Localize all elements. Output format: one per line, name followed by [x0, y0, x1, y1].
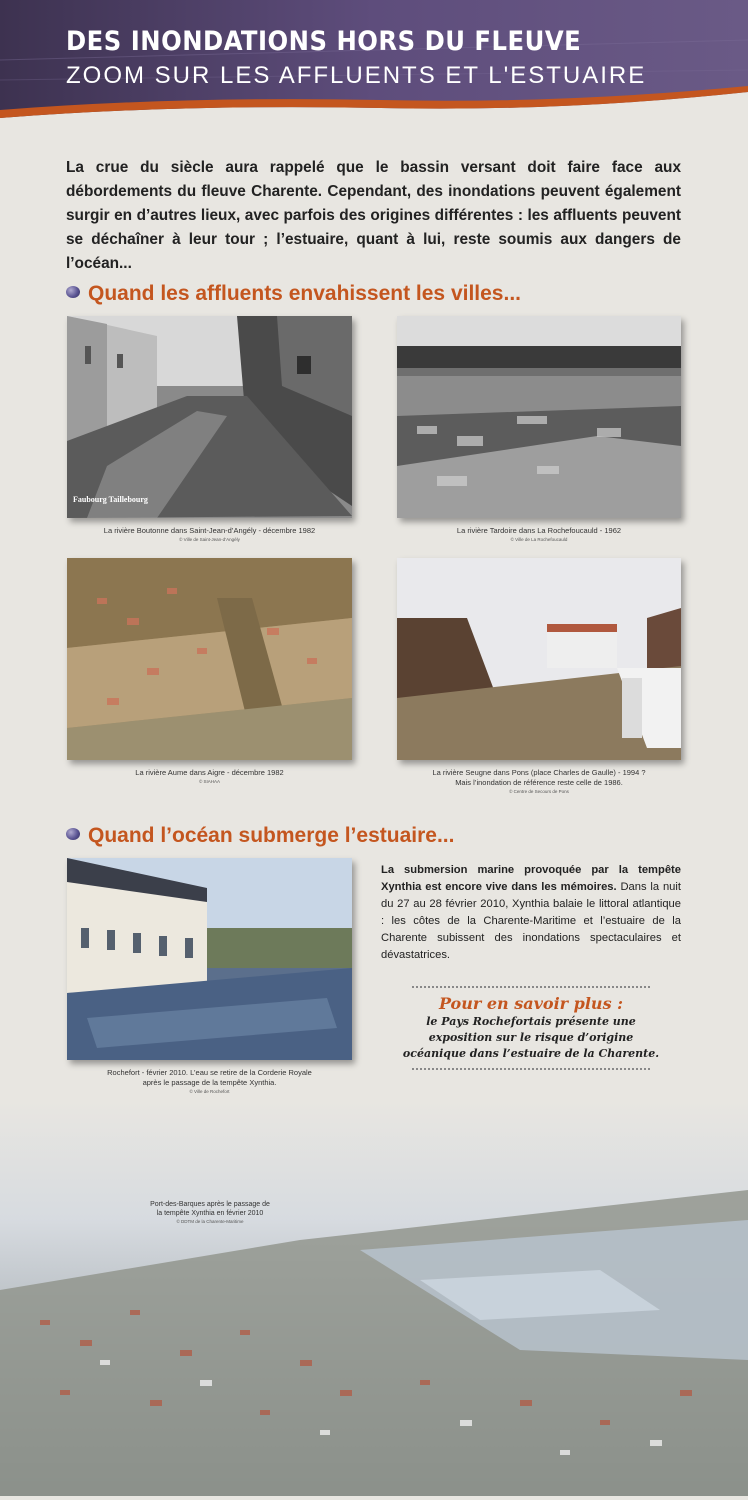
caption-corderie: [67, 1068, 352, 1095]
credit-text: © DDTM de la Charente-Maritime: [176, 1219, 244, 1224]
section-title-text: Quand l’océan submerge l’estuaire...: [88, 824, 455, 847]
photo-corderie: [67, 858, 352, 1060]
section-title-affluents: [66, 282, 521, 306]
caption-text: La rivière Seugne dans Pons (place Charles de Gaulle) - 1994 ?: [432, 768, 646, 777]
bullet-icon: [66, 286, 80, 298]
caption-port-des-barques: [150, 1200, 270, 1225]
learn-more-body: le Pays Rochefortais présente une exposition sur le risque d’origine océanique dans l’estuaire de la Charente.: [402, 1015, 660, 1060]
caption-text: Rochefort - février 2010. L’eau se retire de la Corderie Royale: [107, 1068, 312, 1077]
intro-paragraph: La crue du siècle aura rappelé que le bassin versant doit faire face aux débordements du fleuve Charente. Cependant, des inondations peuvent également surgir en d’autres lieux, avec parfois des origines différentes : les affluents peuvent se déchaîner à leur tour ; l’estuaire, quant à lui, reste soumis aux dangers de l’océan...: [66, 159, 681, 272]
caption-tardoire: [397, 526, 681, 543]
credit-text: © Ville de Rochefort: [189, 1089, 230, 1094]
section-title-text: Quand les affluents envahissent les villes...: [88, 282, 521, 305]
divider-bottom: [412, 1068, 650, 1070]
page-title: DES INONDATIONS HORS DU FLEUVE: [66, 26, 582, 57]
bullet-icon: [66, 828, 80, 840]
learn-more-box: [400, 994, 662, 1062]
caption-text-2: après le passage de la tempête Xynthia.: [142, 1078, 277, 1087]
banner-background: [0, 0, 748, 118]
caption-text: Port-des-Barques après le passage de: [150, 1201, 270, 1208]
caption-boutonne: [67, 526, 352, 543]
section-title-estuaire: [66, 824, 454, 848]
page-subtitle: ZOOM SUR LES AFFLUENTS ET L'ESTUAIRE: [66, 62, 647, 89]
caption-text: La rivière Boutonne dans Saint-Jean-d’Angély - décembre 1982: [103, 526, 316, 535]
photo-label: Faubourg Taillebourg: [73, 495, 148, 504]
caption-seugne: [397, 768, 681, 795]
divider-top: [412, 986, 650, 988]
learn-more-title: Pour en savoir plus :: [438, 994, 624, 1013]
aerial-photo-port-des-barques: [0, 1100, 748, 1496]
caption-text: La rivière Tardoire dans La Rochefoucauld - 1962: [456, 526, 622, 535]
header-banner: [0, 0, 748, 118]
xynthia-paragraph: [381, 862, 681, 964]
credit-text: © Ville de La Rochefoucauld: [510, 537, 568, 542]
photo-tardoire: [397, 316, 681, 518]
credit-text: © SIAHAA: [198, 779, 221, 784]
credit-text: © Ville de Saint-Jean-d’Angély: [179, 537, 240, 542]
photo-boutonne: [67, 316, 352, 518]
credit-text: © Centre de Secours de Pons: [509, 789, 569, 794]
caption-text-2: Mais l’inondation de référence reste celle de 1986.: [455, 778, 623, 787]
xynthia-paragraph-bold: La submersion marine provoquée par la tempête Xynthia est encore vive dans les mémoires.: [381, 864, 681, 893]
caption-text: La rivière Aume dans Aigre - décembre 1982: [135, 768, 284, 777]
caption-aume: [67, 768, 352, 785]
xynthia-paragraph-rest: Dans la nuit du 27 au 28 février 2010, Xynthia balaie le littoral atlantique : les côtes de la Charente-Maritime et l’estuaire de la Charente subissent des inondations spectaculaires et dévastatrices.: [381, 881, 681, 961]
caption-text-2: la tempête Xynthia en février 2010: [156, 1210, 264, 1217]
photo-aume: [67, 558, 352, 760]
photo-seugne: [397, 558, 681, 760]
